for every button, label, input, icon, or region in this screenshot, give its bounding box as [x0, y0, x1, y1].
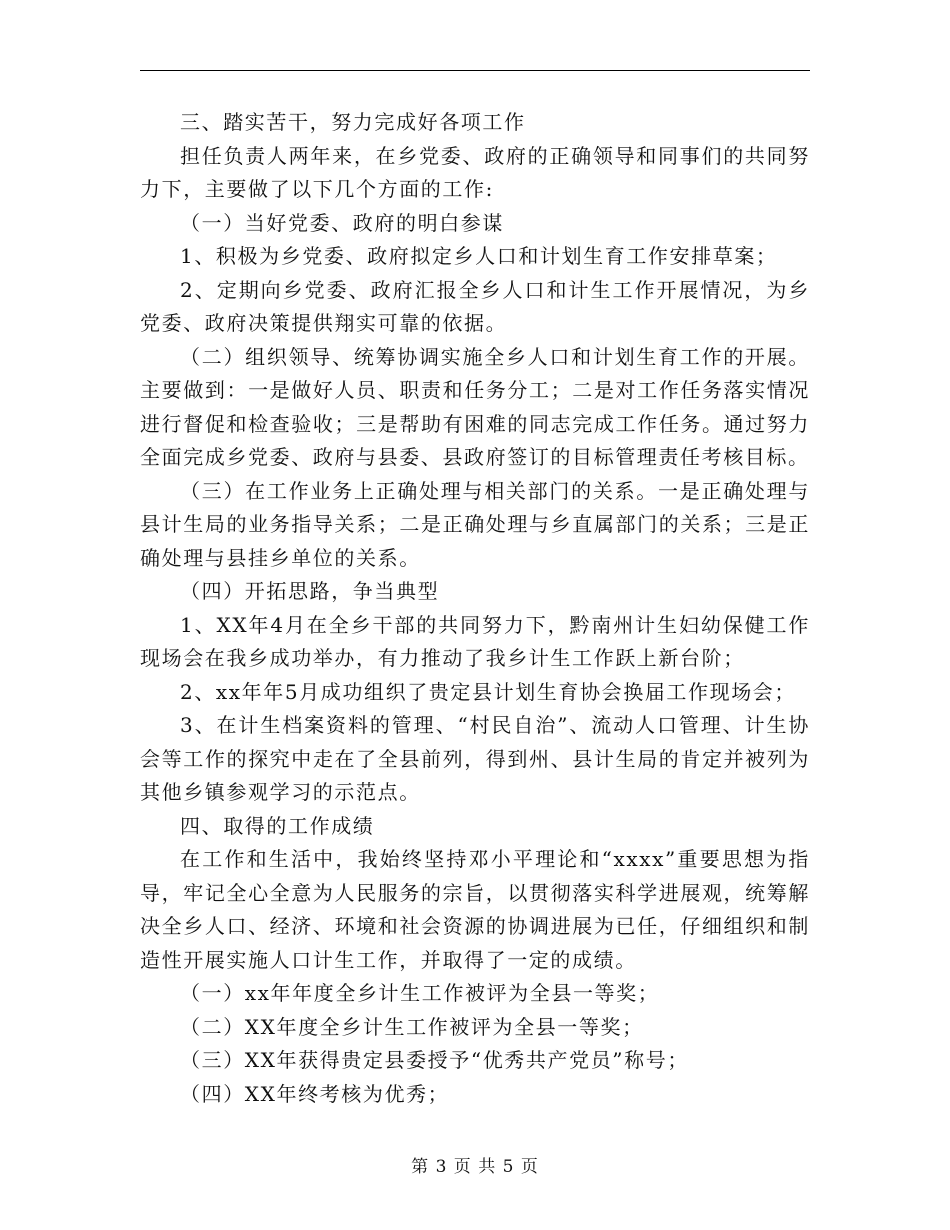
list-item: 2、xx年年5月成功组织了贵定县计划生育协会换届工作现场会； [180, 679, 797, 704]
section-heading-3: 三、踏实苦干，努力完成好各项工作 [180, 110, 526, 134]
achievement-item: （二）XX年度全乡计生工作被评为全县一等奖； [180, 1014, 644, 1039]
paragraph: 在工作和生活中，我始终坚持邓小平理论和“xxxx”重要思想为指导，牢记全心全意为人民服务的宗旨，以贯彻落实科学进展观，统筹解决全乡人口、经济、环境和社会资源的协调进展为已任，仔细组织和制造性开展实施人口计生工作，并取得了一定的成绩。 [140, 847, 810, 972]
subheading: （一）当好党委、政府的明白参谋 [180, 210, 504, 235]
list-item: 1、积极为乡党委、政府拟定乡人口和计划生育工作安排草案； [180, 244, 778, 268]
achievement-item: （一）xx年年度全乡计生工作被评为全县一等奖； [180, 981, 660, 1005]
achievement-item: （三）XX年获得贵定县委授予“优秀共产党员”称号； [180, 1048, 689, 1072]
subheading: （四）开拓思路，争当典型 [180, 579, 440, 603]
achievement-item: （四）XX年终考核为优秀； [180, 1081, 450, 1106]
list-item: 3、在计生档案资料的管理、“村民自治”、流动人口管理、计生协会等工作的探究中走在了全县前列，得到州、县计生局的肯定并被列为其他乡镇参观学习的示范点。 [140, 713, 810, 804]
page-number: 第 3 页 共 5 页 [411, 1157, 539, 1177]
document-body [140, 106, 810, 1111]
list-item: 2、定期向乡党委、政府汇报全乡人口和计生工作开展情况，为乡党委、政府决策提供翔实可靠的依据。 [140, 277, 810, 335]
section-heading-4: 四、取得的工作成绩 [180, 813, 375, 838]
paragraph: （二）组织领导、统筹协调实施全乡人口和计划生育工作的开展。主要做到：一是做好人员、职责和任务分工；二是对工作任务落实情况进行督促和检查验收；三是帮助有困难的同志完成工作任务。通过努力全面完成乡党委、政府与县委、县政府签订的目标管理责任考核目标。 [140, 344, 810, 469]
list-item: 1、XX年4月在全乡干部的共同努力下，黔南州计生妇幼保健工作现场会在我乡成功举办，有力推动了我乡计生工作跃上新台阶； [140, 612, 810, 670]
paragraph: （三）在工作业务上正确处理与相关部门的关系。一是正确处理与县计生局的业务指导关系；二是正确处理与乡直属部门的关系；三是正确处理与县挂乡单位的关系。 [140, 478, 810, 570]
paragraph: 担任负责人两年来，在乡党委、政府的正确领导和同事们的共同努力下，主要做了以下几个方面的工作: [140, 143, 810, 201]
header-rule [140, 70, 810, 71]
